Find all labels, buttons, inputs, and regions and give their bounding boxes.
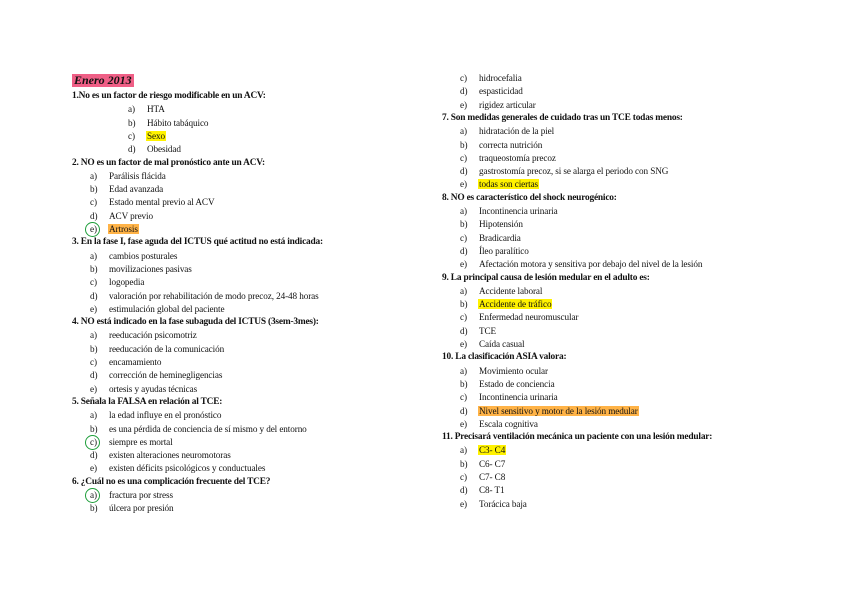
- option-letter: e): [460, 259, 467, 270]
- option-letter: d): [90, 370, 98, 381]
- circle-mark-icon: [85, 435, 100, 450]
- option-letter: d): [460, 245, 468, 256]
- option-letter: e): [90, 224, 97, 234]
- highlighted-answer: C3- C4: [479, 445, 506, 456]
- option-text: es una pérdida de conciencia de sí mismo y del entorno: [109, 423, 307, 434]
- answer-option: [460, 338, 525, 350]
- option-letter: b): [460, 378, 468, 389]
- answer-option: [128, 117, 209, 129]
- highlighted-answer: Nivel sensitivo y motor de la lesión medular: [479, 405, 638, 416]
- question-text: 11. Precisará ventilación mecánica un paciente con una lesión medular:: [442, 432, 713, 443]
- circle-mark-icon: [85, 488, 100, 503]
- answer-option: [460, 311, 579, 323]
- answer-option: [460, 391, 559, 403]
- option-letter: b): [90, 423, 98, 434]
- option-letter: c): [90, 277, 97, 288]
- answer-option: [90, 290, 320, 302]
- answer-option: [460, 418, 539, 430]
- option-text: TCE: [479, 325, 497, 336]
- answer-option: [90, 343, 225, 355]
- answer-option: [90, 409, 222, 421]
- option-letter: a): [90, 330, 97, 341]
- option-text: existen alteraciones neuromotoras: [109, 450, 231, 461]
- option-letter: b): [460, 458, 468, 469]
- option-letter: c): [460, 312, 467, 323]
- option-text: correcta nutrición: [479, 139, 543, 150]
- option-text: corrección de heminegligencias: [109, 370, 223, 381]
- option-letter: d): [90, 450, 98, 461]
- option-letter: a): [90, 490, 97, 500]
- option-letter: d): [460, 405, 468, 416]
- option-letter: d): [90, 290, 98, 301]
- option-letter: e): [460, 179, 467, 190]
- option-letter: c): [128, 130, 135, 141]
- answer-option: [460, 99, 537, 111]
- option-letter: a): [460, 126, 467, 137]
- option-text: Torácica baja: [479, 498, 527, 509]
- answer-option: [460, 471, 506, 483]
- option-text: Hábito tabáquico: [147, 117, 209, 128]
- answer-option: [460, 205, 559, 217]
- answer-option: [460, 139, 543, 151]
- answer-option: [128, 143, 182, 155]
- option-letter: a): [460, 206, 467, 216]
- option-letter: b): [460, 299, 468, 310]
- option-text: reeducación de la comunicación: [109, 343, 225, 354]
- option-letter: c): [460, 152, 467, 163]
- option-text: espasticidad: [479, 86, 523, 97]
- question-text: 10. La clasificación ASIA valora:: [442, 352, 567, 363]
- option-text: Edad avanzada: [109, 184, 164, 195]
- option-text: Enfermedad neuromuscular: [479, 312, 579, 323]
- option-text: Obesidad: [147, 144, 181, 155]
- answer-option: [460, 405, 639, 417]
- answer-option: [90, 250, 178, 262]
- question-text: 1.No es un factor de riesgo modificable en un ACV:: [72, 91, 266, 101]
- answer-option: [460, 85, 524, 97]
- answer-option: [90, 329, 198, 341]
- option-text: ACV previo: [109, 210, 153, 221]
- option-text: Escala cognitiva: [479, 418, 538, 429]
- option-text: C8- T1: [479, 485, 505, 496]
- option-text: movilizaciones pasivas: [109, 263, 192, 274]
- option-text: Accidente laboral: [479, 285, 543, 296]
- option-text: C7- C8: [479, 472, 506, 482]
- option-text: logopedia: [109, 277, 145, 288]
- option-text: Íleo paralítico: [479, 245, 529, 256]
- option-text: valoración por rehabilitación de modo precoz, 24-48 horas: [109, 290, 319, 301]
- option-text: C6- C7: [479, 458, 506, 469]
- option-letter: c): [90, 436, 97, 447]
- option-text: gastrostomía precoz, si se alarga el periodo con SNG: [479, 166, 669, 177]
- exam-title: Enero 2013: [74, 73, 132, 87]
- highlighted-answer: Accidente de tráfico: [479, 299, 552, 310]
- answer-option: [460, 458, 506, 470]
- option-letter: d): [128, 144, 136, 155]
- option-text: Caída casual: [479, 339, 525, 349]
- option-letter: a): [90, 170, 97, 181]
- question-text: 2. NO es un factor de mal pronóstico ante un ACV:: [72, 157, 265, 168]
- answer-option: [90, 183, 164, 195]
- option-letter: a): [460, 285, 467, 296]
- option-letter: a): [90, 250, 97, 261]
- answer-option: [90, 210, 154, 222]
- answer-option: [90, 383, 198, 395]
- answer-option: [460, 232, 522, 244]
- answer-option: [460, 178, 539, 190]
- option-text: estimulación global del paciente: [109, 303, 225, 314]
- option-text: rigidez articular: [479, 99, 536, 110]
- option-text: fractura por stress: [109, 490, 173, 500]
- option-text: Estado mental previo al ACV: [109, 197, 215, 208]
- option-letter: b): [460, 139, 468, 150]
- answer-option: [460, 152, 557, 164]
- answer-option: [90, 502, 175, 514]
- option-text: la edad influye en el pronóstico: [109, 410, 222, 421]
- circle-mark-icon: [85, 222, 100, 237]
- option-letter: d): [460, 325, 468, 336]
- option-letter: a): [90, 410, 97, 421]
- option-text: Hipotensión: [479, 219, 523, 230]
- option-text: úlcera por presión: [109, 503, 174, 514]
- answer-option: [90, 276, 145, 288]
- option-letter: d): [460, 86, 468, 97]
- highlighted-answer: Artrosis: [109, 224, 138, 234]
- answer-option: [460, 285, 543, 297]
- option-letter: e): [90, 303, 97, 314]
- option-text: hidrocefalia: [479, 73, 522, 83]
- option-letter: c): [460, 472, 467, 482]
- option-letter: c): [460, 392, 467, 403]
- highlighted-answer: todas son ciertas: [479, 179, 539, 190]
- answer-option: [90, 489, 174, 501]
- option-letter: e): [90, 463, 97, 474]
- answer-option: [460, 258, 703, 270]
- answer-option: [128, 103, 166, 115]
- option-text: Estado de conciencia: [479, 378, 555, 389]
- option-text: reeducación psicomotriz: [109, 330, 197, 341]
- answer-option: [460, 218, 524, 230]
- option-text: cambios posturales: [109, 250, 178, 261]
- answer-option: [90, 436, 174, 448]
- option-text: Bradicardia: [479, 232, 521, 243]
- option-text: Incontinencia urinaria: [479, 206, 558, 216]
- answer-option: [128, 130, 166, 142]
- option-letter: b): [90, 263, 98, 274]
- option-letter: d): [460, 166, 468, 177]
- option-letter: b): [90, 343, 98, 354]
- answer-option: [460, 484, 506, 496]
- answer-option: [460, 498, 528, 510]
- option-letter: c): [90, 357, 97, 367]
- answer-option: [90, 356, 162, 368]
- option-letter: e): [460, 339, 467, 349]
- option-letter: c): [460, 73, 467, 83]
- option-letter: a): [460, 445, 467, 456]
- option-letter: c): [90, 197, 97, 208]
- answer-option: [90, 263, 193, 275]
- option-letter: d): [460, 485, 468, 496]
- question-text: 8. NO es característico del shock neurogénico:: [442, 192, 617, 203]
- option-text: Parálisis flácida: [109, 170, 166, 181]
- option-letter: b): [460, 219, 468, 230]
- option-text: HTA: [147, 104, 165, 115]
- option-letter: a): [460, 365, 467, 376]
- question-text: 5. Señala la FALSA en relación al TCE:: [72, 396, 223, 407]
- question-text: 4. NO está indicado en la fase subaguda del ICTUS (3sem-3mes):: [72, 317, 319, 328]
- question-text: 9. La principal causa de lesión medular en el adulto es:: [442, 272, 650, 283]
- option-letter: b): [128, 117, 136, 128]
- option-text: ortesis y ayudas técnicas: [109, 383, 198, 394]
- option-text: Afectación motora y sensitiva por debajo del nivel de la lesión: [479, 259, 703, 270]
- answer-option: [90, 423, 308, 435]
- option-text: hidratación de la piel: [479, 126, 555, 137]
- answer-option: [460, 72, 523, 84]
- question-text: 6. ¿Cuál no es una complicación frecuente del TCE?: [72, 476, 271, 487]
- option-letter: d): [90, 210, 98, 221]
- option-letter: b): [90, 503, 98, 514]
- answer-option: [460, 325, 497, 337]
- option-letter: e): [90, 383, 97, 394]
- question-text: 3. En la fase I, fase aguda del ICTUS qué actitud no está indicada:: [72, 237, 323, 248]
- option-text: existen déficits psicológicos y conductuales: [109, 463, 266, 474]
- option-text: Incontinencia urinaria: [479, 392, 558, 403]
- option-text: encamamiento: [109, 357, 162, 367]
- answer-option: [90, 462, 266, 474]
- answer-option: [90, 303, 225, 315]
- answer-option: [460, 125, 555, 137]
- answer-option: [460, 365, 549, 377]
- option-letter: e): [460, 418, 467, 429]
- option-letter: a): [128, 104, 135, 115]
- answer-option: [90, 369, 223, 381]
- option-text: traqueostomía precoz: [479, 152, 556, 163]
- highlighted-answer: Sexo: [147, 130, 165, 141]
- option-letter: e): [460, 99, 467, 110]
- answer-option: [460, 444, 506, 456]
- answer-option: [460, 378, 556, 390]
- answer-option: [90, 170, 167, 182]
- option-letter: e): [460, 498, 467, 509]
- question-text: 7. Son medidas generales de cuidado tras un TCE todas menos:: [442, 112, 683, 123]
- answer-option: [460, 245, 530, 257]
- option-letter: c): [460, 232, 467, 243]
- option-letter: b): [90, 184, 98, 195]
- answer-option: [90, 196, 216, 208]
- option-text: Movimiento ocular: [479, 365, 548, 376]
- answer-option: [460, 298, 552, 310]
- option-text: siempre es mortal: [109, 436, 173, 447]
- answer-option: [90, 449, 232, 461]
- answer-option: [460, 165, 669, 177]
